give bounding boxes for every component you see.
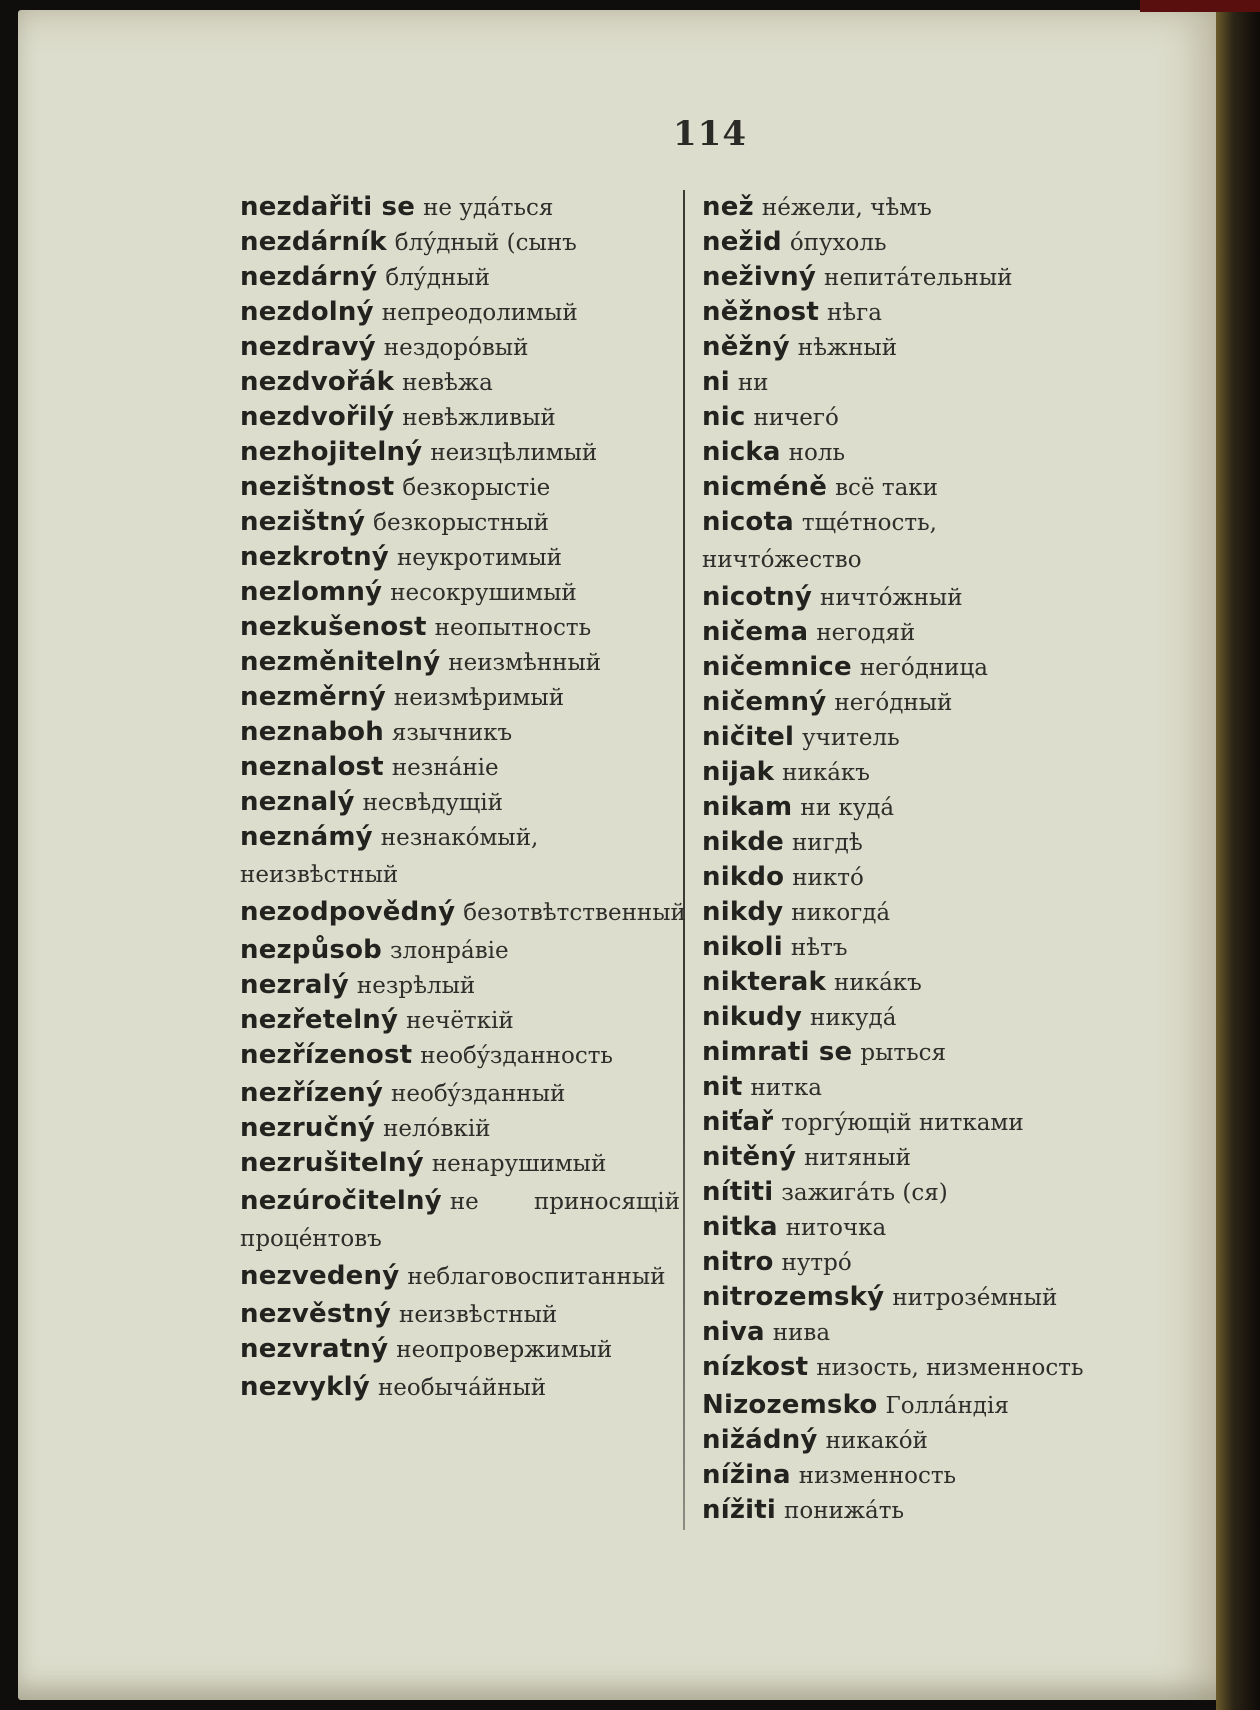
translation: язычникъ [391,720,513,746]
headword: nezručný [240,1113,376,1143]
headword: nit [702,1072,743,1102]
dictionary-entry [240,505,680,540]
dictionary-entry [240,1184,680,1259]
headword: nikudy [702,1002,802,1032]
dictionary-entry [702,1035,1102,1070]
dictionary-entry [240,680,680,715]
headword: nikdo [702,862,785,892]
dictionary-entry [702,930,1102,965]
headword: nezvratný [240,1334,389,1364]
dictionary-entry [702,1493,1102,1528]
translation: никáкъ [834,970,922,996]
translation: никакóй [825,1428,928,1454]
dictionary-entry [240,750,680,785]
dictionary-entry [702,1423,1102,1458]
headword: nezvedený [240,1261,400,1291]
dictionary-entry [702,470,1102,505]
headword: nezřetelný [240,1005,399,1035]
headword: nezištný [240,507,366,537]
dictionary-entry [240,400,680,435]
dictionary-entry [702,1245,1102,1280]
dictionary-entry [240,968,680,1003]
dictionary-entry [240,260,680,295]
headword: nikterak [702,967,827,997]
dictionary-entry [702,225,1102,260]
dictionary-entry [240,933,680,968]
dictionary-entry [702,650,1102,685]
translation: никудá [809,1005,897,1031]
dictionary-entry [702,1000,1102,1035]
dictionary-entry [240,1332,680,1370]
dictionary-entry [702,755,1102,790]
headword: nikde [702,827,784,857]
dictionary-entry [702,435,1102,470]
dictionary-entry [702,825,1102,860]
translation: ниточка [785,1215,887,1241]
translation: не приносящій процéнтовъ [240,1189,680,1252]
translation: ни [737,370,769,396]
translation: ничтóжный [819,585,963,611]
translation: нездорóвый [383,335,529,361]
headword: nižádný [702,1425,818,1455]
headword: nezdvořilý [240,402,395,432]
translation: блýдный [385,265,490,291]
translation: нитрозéмный [892,1285,1058,1311]
headword: nezlomný [240,577,383,607]
dictionary-entry [240,895,686,933]
translation: негóдница [859,655,988,681]
dictionary-entry [240,1038,680,1076]
dictionary-entry [240,575,680,610]
headword: nicota [702,507,794,537]
dictionary-entry [702,1105,1102,1140]
translation: безкорыстіе [402,475,551,501]
headword: nežid [702,227,782,257]
headword: nicméně [702,472,828,502]
headword: nezodpovědný [240,897,456,927]
headword: niva [702,1317,765,1347]
headword: ničemnice [702,652,852,682]
headword: nicotný [702,582,812,612]
dictionary-entry [702,1315,1102,1350]
dictionary-entry [240,1111,680,1146]
translation: ничегó [753,405,839,431]
headword: ni [702,367,730,397]
right-column [702,190,1102,1528]
translation: низость, низменность [816,1355,1084,1381]
headword: nitro [702,1247,774,1277]
dictionary-entry [240,1003,680,1038]
dictionary-entry [240,435,680,470]
dictionary-entry [240,540,680,575]
headword: nezištnost [240,472,395,502]
headword: ničitel [702,722,795,752]
translation: несокрушимый [390,580,577,606]
dictionary-entry [702,330,1102,365]
translation: нутрó [781,1250,852,1276]
headword: nezralý [240,970,349,1000]
headword: neznalost [240,752,384,782]
translation: нѣтъ [790,935,848,961]
dictionary-entry [240,1370,680,1405]
translation: нива [772,1320,831,1346]
dictionary-entry [702,295,1102,330]
headword: nijak [702,757,775,787]
translation: не удáться [423,195,554,221]
translation: нитяный [804,1145,912,1171]
dictionary-entry [702,1458,1102,1493]
translation: злонрáвіе [389,938,509,964]
translation: неблаговоспитанный [407,1264,666,1290]
translation: ноль [788,440,845,466]
translation: нелóвкій [383,1116,491,1142]
dictionary-entry [702,965,1102,1000]
dictionary-entry [702,1210,1102,1245]
left-column [240,190,686,1405]
dictionary-entry [702,260,1102,295]
dictionary-entry [702,1140,1102,1175]
translation: безкорыстный [373,510,549,536]
dictionary-entry [240,715,680,750]
headword: nezpůsob [240,935,382,965]
dictionary-entry [240,1146,680,1184]
translation: незнакóмый, неизвѣстный [240,825,539,888]
headword: nítiti [702,1177,774,1207]
headword: Nizozemsko [702,1390,878,1420]
translation: безотвѣтственный [463,900,686,926]
headword: nitěný [702,1142,797,1172]
dictionary-entry [240,820,680,895]
translation: никáкъ [782,760,870,786]
headword: nezřízenost [240,1040,413,1070]
translation: тщéтность, ничтóжество [702,510,937,573]
headword: nezúročitelný [240,1186,442,1216]
translation: ненарушимый [431,1151,607,1177]
dictionary-entry [240,190,680,225]
dictionary-entry [702,1280,1102,1315]
dictionary-entry [702,1175,1102,1210]
translation: непитáтельный [824,265,1013,291]
translation: необычáйный [377,1375,547,1401]
dictionary-entry [240,785,680,820]
headword: ničemný [702,687,827,717]
dictionary-entry [240,610,680,645]
headword: nezrušitelný [240,1148,424,1178]
headword: nezvěstný [240,1299,392,1329]
headword: nezřízený [240,1078,384,1108]
dictionary-entry [702,860,1102,895]
translation: несвѣдущій [362,790,503,816]
binding-edge [1140,0,1260,12]
dictionary-entry [240,295,680,330]
translation: непреодолимый [381,300,578,326]
headword: nimrati se [702,1037,853,1067]
translation: нитка [750,1075,822,1101]
translation: никтó [792,865,864,891]
translation: неукротимый [396,545,562,571]
translation: неизцѣлимый [430,440,598,466]
translation: зажигáть (ся) [781,1180,948,1206]
translation: Голлáндія [885,1393,1009,1419]
dictionary-entry [702,1350,1102,1388]
headword: neznalý [240,787,355,817]
translation: нéжели, чѣмъ [761,195,932,221]
headword: nezkušenost [240,612,427,642]
dictionary-entry [702,615,1102,650]
translation: неизвѣстный [399,1302,558,1328]
dictionary-entry [240,1259,680,1297]
headword: nízkost [702,1352,809,1382]
dictionary-entry [240,330,680,365]
translation: необýзданный [391,1081,566,1107]
translation: нѣга [826,300,882,326]
translation: óпухоль [789,230,887,256]
page-number: 114 [673,114,747,154]
dictionary-entry [702,1070,1102,1105]
headword: ničema [702,617,809,647]
dictionary-entry [702,790,1102,825]
headword: nezměrný [240,682,386,712]
translation: нигдѣ [791,830,863,856]
dictionary-entry [702,685,1102,720]
headword: neznámý [240,822,373,852]
translation: невѣжа [402,370,493,396]
translation: неопытность [434,615,592,641]
translation: нѣжный [797,335,898,361]
dictionary-entry [702,580,1102,615]
translation: низменность [798,1463,957,1489]
headword: niťař [702,1107,774,1137]
translation: негодяй [816,620,916,646]
dictionary-entry [240,470,680,505]
translation: необýзданность [420,1043,613,1069]
headword: nezdárník [240,227,387,257]
translation: неопровержимый [396,1337,613,1363]
headword: nezhojitelný [240,437,423,467]
headword: nitrozemský [702,1282,885,1312]
dictionary-entry [240,645,680,680]
headword: nížiti [702,1495,777,1525]
headword: nezdolný [240,297,374,327]
translation: нечёткій [406,1008,514,1034]
translation: рыться [860,1040,947,1066]
headword: nikoli [702,932,783,962]
headword: nezdárný [240,262,378,292]
headword: nezvyklý [240,1372,370,1402]
translation: понижáть [784,1498,904,1524]
translation: неизмѣнный [448,650,602,676]
headword: něžný [702,332,790,362]
headword: neživný [702,262,816,292]
translation: ни кудá [800,795,895,821]
book-page [18,10,1230,1700]
translation: учитель [802,725,900,751]
dictionary-entry [240,225,680,260]
headword: než [702,192,754,222]
headword: nezdravý [240,332,376,362]
dictionary-entry [702,505,1102,580]
headword: nic [702,402,746,432]
translation: негóдный [834,690,953,716]
translation: всё таки [835,475,939,501]
headword: nezměnitelný [240,647,441,677]
headword: nezdvořák [240,367,395,397]
headword: nížina [702,1460,791,1490]
dictionary-entry [240,1297,680,1332]
headword: nezkrotný [240,542,389,572]
headword: nicka [702,437,781,467]
book-binding [1216,0,1260,1710]
dictionary-entry [702,365,1102,400]
headword: nikam [702,792,793,822]
translation: торгýющій нитками [781,1110,1024,1136]
dictionary-entry [702,720,1102,755]
translation: невѣжливый [402,405,556,431]
translation: никогдá [791,900,891,926]
headword: neznaboh [240,717,384,747]
translation: неизмѣримый [393,685,565,711]
dictionary-entry [240,365,680,400]
translation: незнáніе [391,755,499,781]
headword: nikdy [702,897,784,927]
headword: něžnost [702,297,819,327]
headword: nitka [702,1212,778,1242]
dictionary-entry [702,400,1102,435]
dictionary-entry [240,1076,680,1111]
dictionary-entry [702,895,1102,930]
translation: блýдный (сынъ [394,230,577,256]
dictionary-entry [702,190,1102,225]
translation: незрѣлый [356,973,476,999]
column-divider [683,190,685,1530]
headword: nezdařiti se [240,192,416,222]
dictionary-entry [702,1388,1102,1423]
